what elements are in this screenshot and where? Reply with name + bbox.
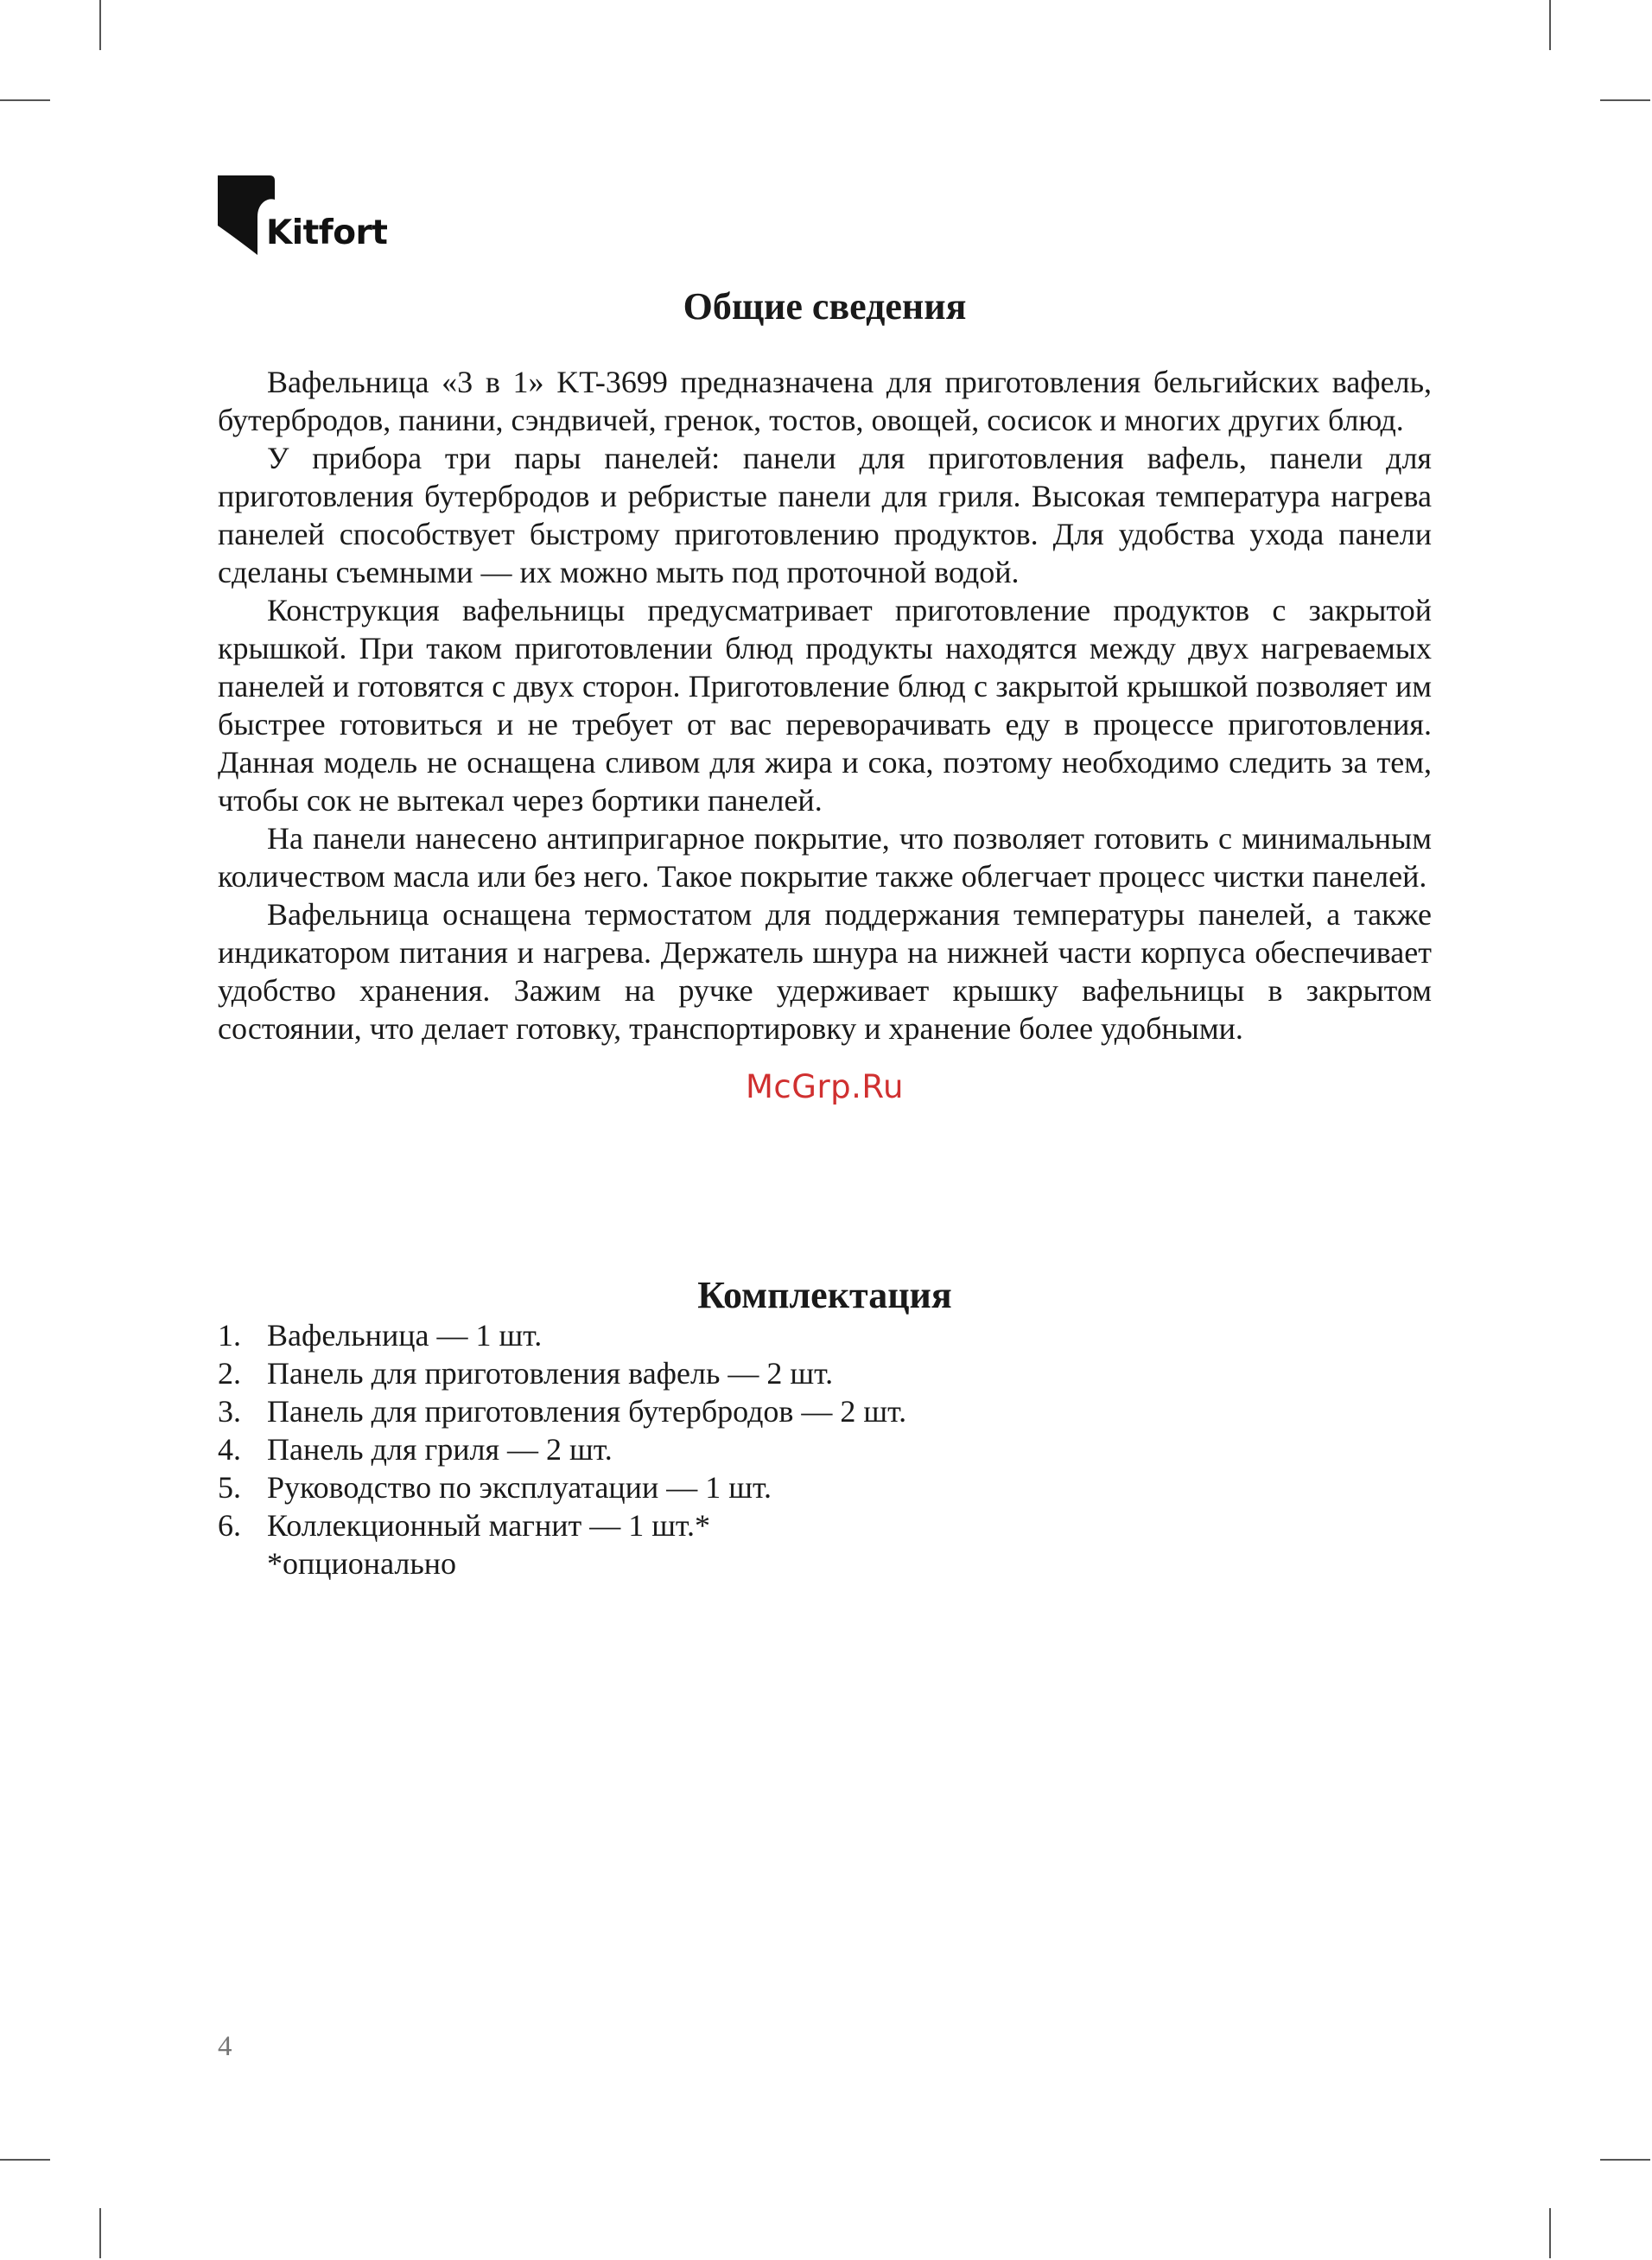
watermark: McGrp.Ru: [746, 1068, 904, 1105]
crop-mark: [1549, 2208, 1551, 2258]
list-item-text: Руководство по эксплуатации — 1 шт.: [267, 1470, 772, 1505]
paragraph: Вафельница «3 в 1» KT-3699 предназначена для приготовления бельгийских вафель, бутербродов, панини, сэндвичей, гренок, тостов, овощей, сосисок и многих других блюд.: [218, 365, 1432, 437]
list-item-text: Вафельница — 1 шт.: [267, 1318, 543, 1353]
list-item: [218, 1316, 906, 1354]
crop-mark: [1600, 2159, 1650, 2161]
package-list: [218, 1316, 906, 1544]
list-item-number: 4.: [218, 1432, 241, 1467]
list-item: [218, 1468, 906, 1506]
paragraph: У прибора три пары панелей: панели для приготовления вафель, панели для приготовления бутербродов и ребристые панели для гриля. Высокая температура нагрева панелей способствует быстрому приготовлению продуктов. Для удобства ухода панели сделаны съемными — их можно мыть под проточной водой.: [218, 441, 1432, 589]
package-footnote: *опционально: [267, 1546, 457, 1581]
list-item: [218, 1430, 906, 1468]
section-title-package: Комплектация: [697, 1274, 952, 1316]
list-item: [218, 1392, 906, 1430]
list-item-text: Панель для гриля — 2 шт.: [267, 1432, 613, 1467]
crop-mark: [1600, 99, 1650, 101]
list-item-number: 3.: [218, 1394, 241, 1429]
crop-mark: [99, 0, 101, 50]
list-item-number: 1.: [218, 1318, 241, 1353]
list-item: [218, 1506, 906, 1544]
general-text: [218, 363, 1432, 1047]
brand-name: Kitfort: [266, 213, 388, 252]
list-item-number: 2.: [218, 1356, 241, 1391]
crop-mark: [99, 2208, 101, 2258]
brand-logo: [218, 175, 391, 262]
paragraph: Вафельница оснащена термостатом для поддержания температуры панелей, а также индикатором питания и нагрева. Держатель шнура на нижней части корпуса обеспечивает удобство хранения. Зажим на ручке удерживает крышку вафельницы в закрытом состоянии, что делает готовку, транспортировку и хранение более удобными.: [218, 897, 1432, 1046]
list-item-text: Коллекционный магнит — 1 шт.*: [267, 1508, 710, 1543]
section-title-general: Общие сведения: [683, 285, 967, 328]
crop-mark: [1549, 0, 1551, 50]
list-item-text: Панель для приготовления бутербродов — 2 шт.: [267, 1394, 907, 1429]
list-item: [218, 1354, 906, 1392]
page-number: 4: [218, 2031, 232, 2062]
crop-mark: [0, 2159, 50, 2161]
list-item-text: Панель для приготовления вафель — 2 шт.: [267, 1356, 834, 1391]
paragraph: На панели нанесено антипригарное покрытие, что позволяет готовить с минимальным количеством масла или без него. Такое покрытие также облегчает процесс чистки панелей.: [218, 821, 1432, 894]
list-item-number: 5.: [218, 1470, 241, 1505]
list-item-number: 6.: [218, 1508, 241, 1543]
crop-mark: [0, 99, 50, 101]
paragraph: Конструкция вафельницы предусматривает приготовление продуктов с закрытой крышкой. При таком приготовлении блюд продукты находятся между двух нагреваемых панелей и готовятся с двух сторон. Приготовление блюд с закрытой крышкой позволяет им быстрее готовиться и не требует от вас переворачивать еду в процессе приготовления. Данная модель не оснащена сливом для жира и сока, поэтому необходимо следить за тем, чтобы сок не вытекал через бортики панелей.: [218, 593, 1432, 818]
